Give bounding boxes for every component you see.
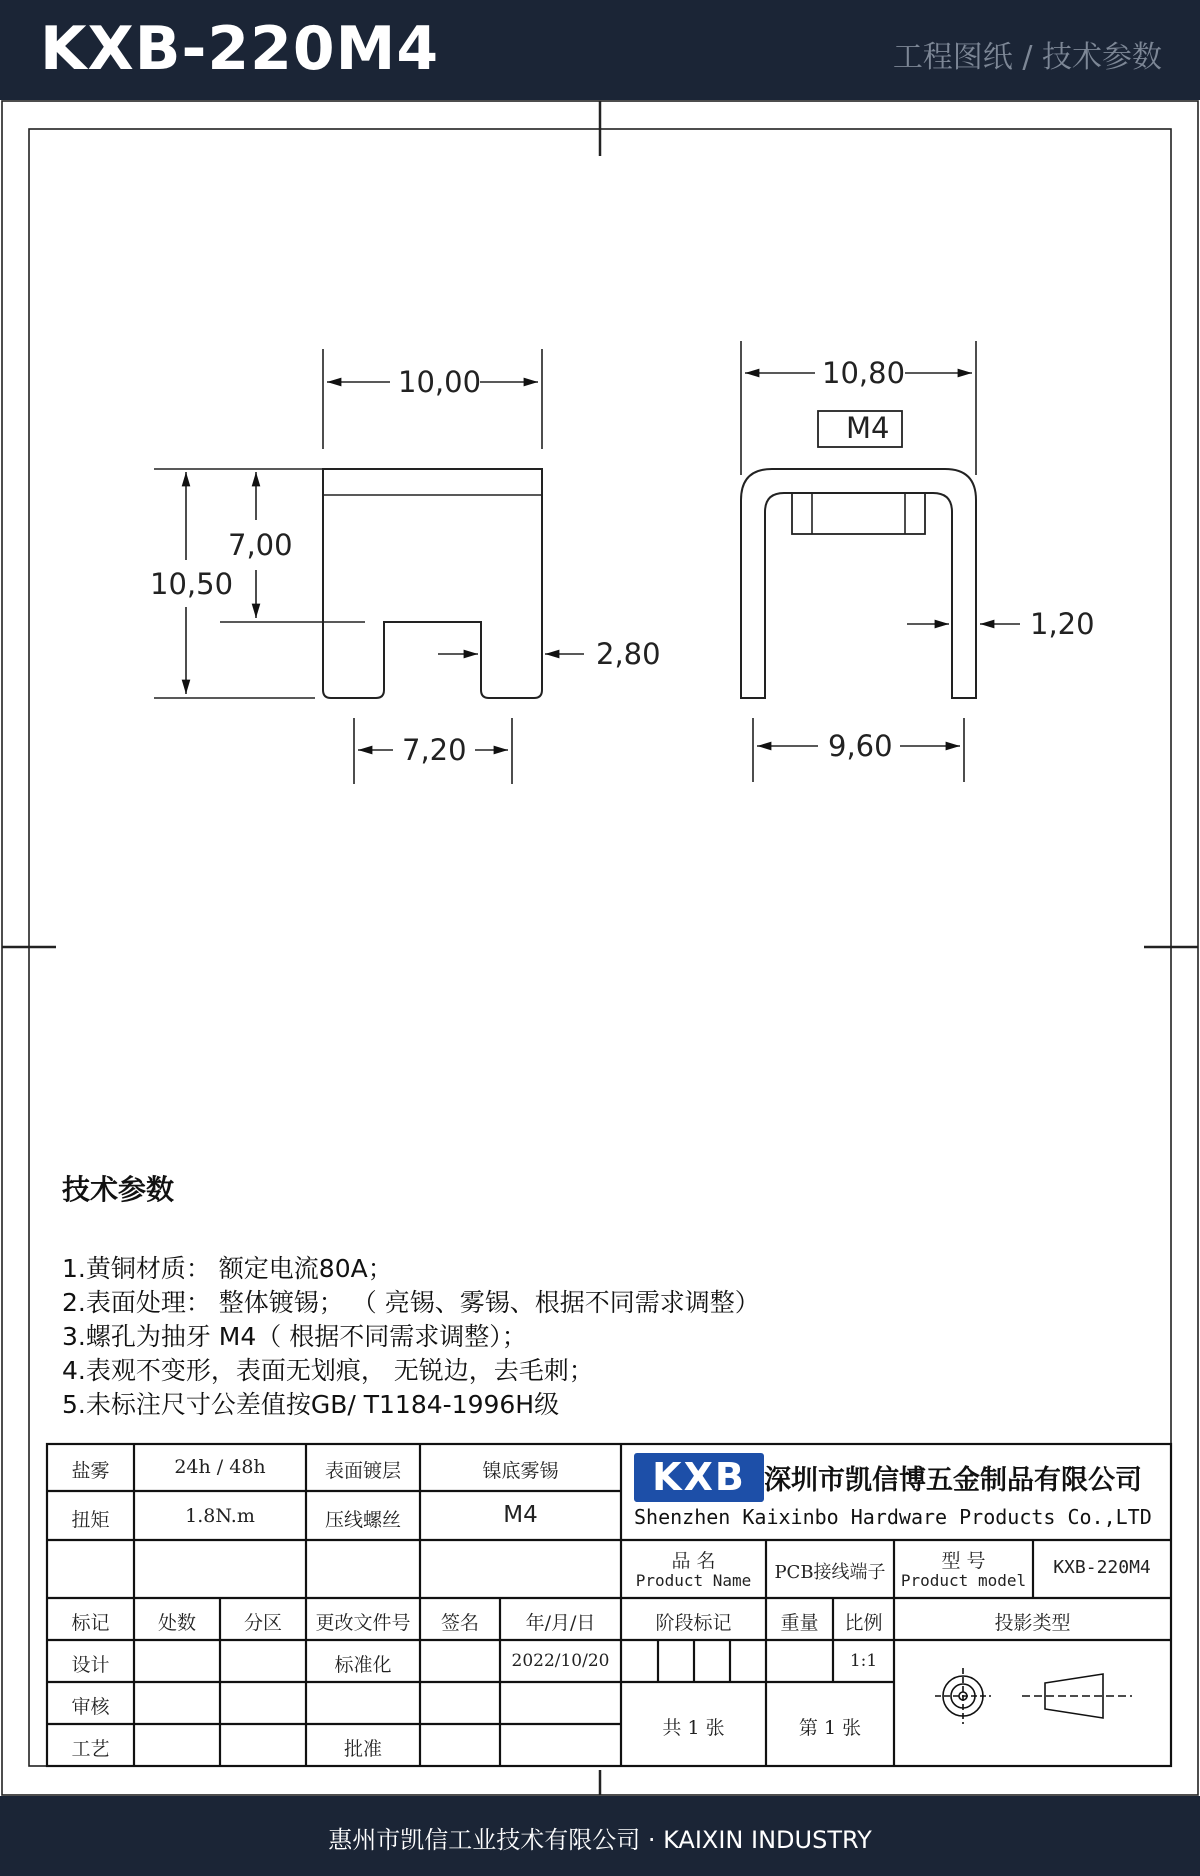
kxb-logo: KXB xyxy=(634,1453,764,1502)
col-scale: 比例 xyxy=(844,1612,883,1634)
note-item: 1.黄铜材质： 额定电流80A； xyxy=(62,1254,393,1283)
plating-value: 镍底雾锡 xyxy=(482,1460,559,1482)
product-name-value: PCB接线端子 xyxy=(774,1562,886,1583)
plating-label: 表面镀层 xyxy=(324,1460,401,1482)
technical-notes xyxy=(62,1168,1062,1422)
scale-value: 1:1 xyxy=(849,1651,878,1671)
side-view-outline xyxy=(741,469,976,698)
standard-label: 标准化 xyxy=(334,1654,392,1676)
product-model-title: KXB-220M4 xyxy=(40,14,440,84)
dim-side-thickness: 1,20 xyxy=(1030,607,1095,641)
col-mark: 标记 xyxy=(71,1612,110,1634)
screw-value: M4 xyxy=(503,1502,538,1528)
col-count: 处数 xyxy=(157,1612,196,1634)
note-item: 5.未标注尺寸公差值按GB/ T1184-1996H级 xyxy=(62,1390,560,1419)
design-label: 设计 xyxy=(71,1654,110,1676)
sheet-current: 第 1 张 xyxy=(798,1717,862,1739)
header-subtitle: 工程图纸 / 技术参数 xyxy=(892,40,1162,75)
dim-side-outer-width: 10,80 xyxy=(822,356,906,390)
process-label: 工艺 xyxy=(71,1738,110,1760)
footer-company: 惠州市凯信工业技术有限公司 · KAIXIN INDUSTRY xyxy=(328,1826,872,1854)
product-model-label-cn: 型 号 xyxy=(941,1550,986,1572)
dim-front-height-upper: 7,00 xyxy=(228,528,293,562)
col-projection: 投影类型 xyxy=(994,1612,1071,1634)
product-model-label-en: Product model xyxy=(900,1571,1027,1590)
col-weight: 重量 xyxy=(780,1612,819,1634)
col-zone: 分区 xyxy=(243,1612,282,1634)
dim-front-width: 10,00 xyxy=(398,365,482,399)
dim-front-slot-width: 2,80 xyxy=(596,637,661,671)
col-signature: 签名 xyxy=(440,1612,479,1634)
thread-label: M4 xyxy=(846,411,890,445)
col-stage: 阶段标记 xyxy=(655,1612,732,1634)
company-name-cn: 深圳市凯信博五金制品有限公司 xyxy=(764,1465,1142,1496)
col-change-doc: 更改文件号 xyxy=(315,1612,411,1634)
projection-symbol xyxy=(935,1668,1132,1724)
dim-side-inner-width: 9,60 xyxy=(828,729,893,763)
company-name-en: Shenzhen Kaixinbo Hardware Products Co.,LTD xyxy=(634,1505,1152,1529)
note-item: 4.表观不变形，表面无划痕， 无锐边，去毛刺； xyxy=(62,1356,594,1385)
note-item: 3.螺孔为抽牙 M4（ 根据不同需求调整）； xyxy=(62,1322,527,1351)
footer-bar xyxy=(0,1796,1200,1876)
notes-title: 技术参数 xyxy=(62,1173,175,1206)
torque-value: 1.8N.m xyxy=(185,1505,255,1527)
approve-label: 批准 xyxy=(343,1738,382,1760)
product-name-label-en: Product Name xyxy=(635,1571,752,1590)
dim-front-height-total: 10,50 xyxy=(150,567,234,601)
note-item: 2.表面处理： 整体镀锡； （ 亮锡、雾锡、根据不同需求调整） xyxy=(62,1288,760,1317)
review-label: 审核 xyxy=(71,1696,110,1718)
product-model-value: KXB-220M4 xyxy=(1053,1557,1151,1578)
screw-label: 压线螺丝 xyxy=(324,1509,401,1531)
date-value: 2022/10/20 xyxy=(511,1651,610,1671)
product-name-label-cn: 品 名 xyxy=(671,1550,716,1572)
front-view-outline xyxy=(323,469,542,698)
salt-spray-label: 盐雾 xyxy=(71,1460,110,1482)
dim-front-base-width: 7,20 xyxy=(402,733,467,767)
col-date: 年/月/日 xyxy=(525,1612,596,1634)
torque-label: 扭矩 xyxy=(71,1509,110,1531)
sheets-total: 共 1 张 xyxy=(662,1717,725,1739)
salt-spray-value: 24h / 48h xyxy=(174,1456,266,1478)
